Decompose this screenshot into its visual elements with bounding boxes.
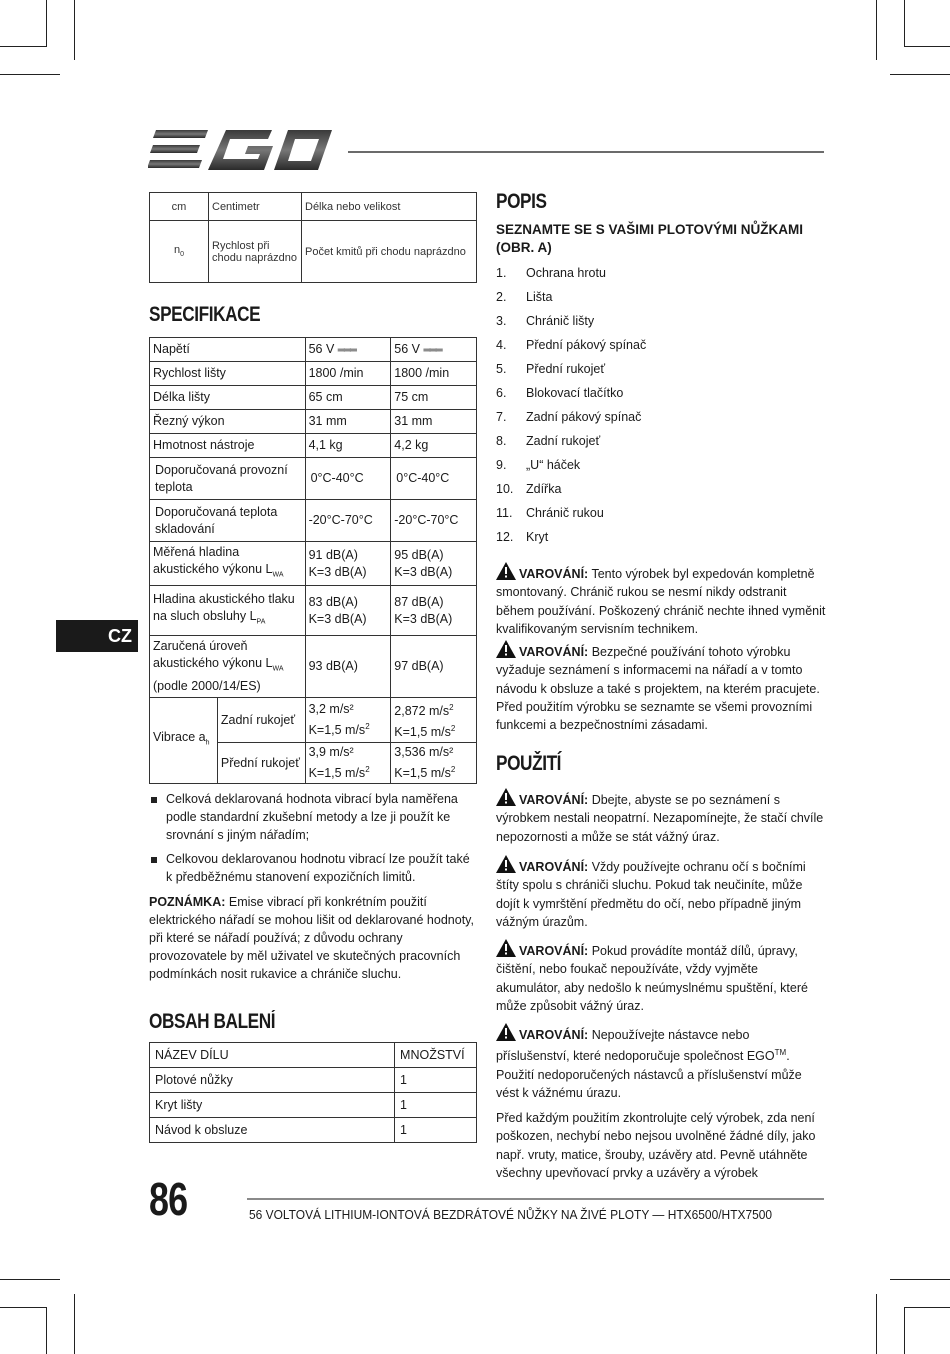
spec-value: 4,2 kg: [391, 434, 477, 458]
part-name: Kryt lišty: [150, 1093, 395, 1118]
spec-value: 65 cm: [305, 386, 391, 410]
warning-paragraph: VAROVÁNÍ: Bezpečné používání tohoto výrobku vyžaduje seznámení s informacemi na nářadí a v tomto návodu k obsluze a také s projektem, na kterém pracujete. Před použitím výrobku se seznamte se všemi provozními funkcemi a bezpečnostními zásadami.: [496, 640, 826, 734]
crop-mark: [0, 46, 47, 47]
spec-value: 3,2 m/s² K=1,5 $m/s^2$: [305, 698, 391, 743]
spec-value: 56 V ═══: [305, 338, 391, 362]
page-number: 86: [149, 1173, 188, 1225]
crop-mark: [904, 46, 950, 47]
list-item: 7. Zadní pákový spínač: [496, 410, 642, 424]
list-item: 5. Přední rukojeť: [496, 362, 606, 376]
crop-mark: [74, 0, 75, 60]
spec-label: Doporučovaná teplota skladování: [150, 500, 306, 542]
list-item: 12. Kryt: [496, 530, 549, 544]
list-item: Celkovou deklarovanou hodnotu vibrací lze použít také k předběžnému stanovení expozičních limitů.: [149, 850, 479, 886]
list-item: 4. Přední pákový spínač: [496, 338, 647, 352]
unit-name: Centimetr: [209, 193, 302, 221]
table-row: [150, 698, 477, 743]
table-row: [150, 586, 477, 636]
crop-mark: [74, 1294, 75, 1354]
warning-paragraph: VAROVÁNÍ: Dbejte, abyste se po seznámení s výrobkem nestali neopatrní. Nezapomínejte, že stačí chvíle nepozornosti a může se stát vážný úraz.: [496, 788, 826, 846]
spec-sublabel: Zadní rukojeť: [217, 698, 305, 743]
spec-value: -20°C-70°C: [391, 500, 477, 542]
spec-value: 87 dB(A) K=3 dB(A): [391, 586, 477, 636]
table-row: [150, 410, 477, 434]
part-qty: 1: [395, 1068, 477, 1093]
spec-value: 93 dB(A): [305, 636, 391, 698]
table-row: [150, 193, 477, 221]
section-heading-pouziti: POUŽITÍ: [496, 752, 562, 775]
section-heading-obsah-baleni: OBSAH BALENÍ: [149, 1010, 276, 1033]
crop-mark: [0, 1307, 47, 1308]
crop-mark: [904, 1307, 950, 1308]
part-qty: 1: [395, 1093, 477, 1118]
spec-value: 75 cm: [391, 386, 477, 410]
parts-list: [496, 263, 646, 551]
table-row: [150, 1093, 477, 1118]
warning-paragraph: VAROVÁNÍ: Pokud provádíte montáž dílů, úpravy, čištění, nebo foukač nepoužíváte, vždy vyjměte akumulátor, aby nedošlo k neúmyslnému spuštění, které může způsobit vážný úraz.: [496, 939, 826, 1015]
warning-paragraph: VAROVÁNÍ: Vždy používejte ochranu očí s bočními štíty spolu s chrániči sluchu. Pokud tak neučiníte, může dojít k vymrštění předmětu do očí, nebo případně jiným vážným úrazům.: [496, 855, 826, 931]
spec-value: 31 mm: [305, 410, 391, 434]
spec-value: 3,9 m/s² K=1,5 $m/s^2$: [305, 743, 391, 784]
spec-value: 0°C-40°C: [305, 458, 391, 500]
crop-mark: [46, 1307, 47, 1354]
crop-mark: [46, 0, 47, 47]
footer-rule: [247, 1198, 824, 1200]
warning-paragraph: VAROVÁNÍ: Nepoužívejte nástavce nebo příslušenství, které nedoporučuje společnost EGO™. Použití nedoporučených nástavců a příslušenství může vést k vážnému úrazu.: [496, 1023, 826, 1102]
list-item: 11. Chránič rukou: [496, 506, 604, 520]
warning-icon: [496, 939, 516, 957]
spec-label: Hladina akustického tlaku na sluch obsluhy $L_{PA}$: [150, 586, 306, 636]
table-row: [150, 542, 477, 586]
spec-value: 3,536 m/s² K=1,5 $m/s^2$: [391, 743, 477, 784]
spec-label: Rychlost lišty: [150, 362, 306, 386]
warning-icon: [496, 855, 516, 873]
table-row: [150, 386, 477, 410]
table-row: [150, 1068, 477, 1093]
warning-paragraph: VAROVÁNÍ: Tento výrobek byl expedován kompletně smontovaný. Chránič rukou se nesmí nikdy odstranit během používání. Poškozený chránič nechte ihned vyměnit kvalifikovaným servisním technikem.: [496, 562, 826, 638]
part-name: Plotové nůžky: [150, 1068, 395, 1093]
spec-table: [149, 337, 477, 784]
list-item: 1. Ochrana hrotu: [496, 266, 606, 280]
spec-value: 0°C-40°C: [391, 458, 477, 500]
unit-meaning: Počet kmitů při chodu naprázdno: [302, 221, 477, 283]
spec-value: 56 V ═══: [391, 338, 477, 362]
footer-title: 56 VOLTOVÁ LITHIUM-IONTOVÁ BEZDRÁTOVÉ NŮŽKY NA ŽIVÉ PLOTY — HTX6500/HTX7500: [249, 1207, 773, 1222]
section-heading-specifikace: SPECIFIKACE: [149, 303, 261, 326]
spec-value: 2,872 $m/s^2$ K=1,5 $m/s^2$: [391, 698, 477, 743]
table-row: [150, 1118, 477, 1143]
table-row: [150, 362, 477, 386]
spec-value: 1800 /min: [391, 362, 477, 386]
spec-sublabel: Přední rukojeť: [217, 743, 305, 784]
unit-name: Rychlost při chodu naprázdno: [209, 221, 302, 283]
spec-value: 1800 /min: [305, 362, 391, 386]
spec-label: Hmotnost nástroje: [150, 434, 306, 458]
dc-symbol-icon: ═══: [423, 344, 442, 356]
table-row: [150, 458, 477, 500]
spec-value: 91 dB(A) K=3 dB(A): [305, 542, 391, 586]
unit-meaning: Délka nebo velikost: [302, 193, 477, 221]
section-subheading: SEZNAMTE SE S VAŠIMI PLOTOVÝMI NŮŽKAMI (OBR. A): [496, 222, 804, 255]
unit-symbol: cm: [150, 193, 209, 221]
unit-symbol: $n_0$: [150, 221, 209, 283]
ego-logo: [148, 128, 334, 172]
language-tab: CZ: [56, 620, 138, 652]
spec-value: 83 dB(A) K=3 dB(A): [305, 586, 391, 636]
header-rule: [348, 151, 824, 153]
body-paragraph: Před každým použitím zkontrolujte celý výrobek, zda není poškozen, nechybí nebo nejsou uvolněné žádné díly, jako např. vruty, matice, šrouby, uzávěry atd. Pevně utáhněte všechny upevňovací prvky a uzávěry a výrobek: [496, 1111, 816, 1180]
list-item: Celková deklarovaná hodnota vibrací byla naměřena podle standardní zkušební metody a lze ji použít ke srovnání s jiným nářadím;: [149, 790, 479, 844]
warning-icon: [496, 640, 516, 658]
crop-mark: [890, 74, 950, 75]
spec-value: 97 dB(A): [391, 636, 477, 698]
note-paragraph: POZNÁMKA: Emise vibrací při konkrétním použití elektrického nářadí se mohou lišit od deklarované hodnoty, při které se nářadí používá; z důvodu ochrany provozovatele by měl uživatel ve skutečných pracovních podmínkách nosit rukavice a chrániče sluchu.: [149, 895, 474, 981]
spec-label: Řezný výkon: [150, 410, 306, 434]
table-row: [150, 434, 477, 458]
table-row: [150, 500, 477, 542]
part-qty: 1: [395, 1118, 477, 1143]
spec-label: Měřená hladina akustického výkonu $L_{WA}$: [150, 542, 306, 586]
warning-icon: [496, 562, 516, 580]
table-row: [150, 636, 477, 698]
crop-mark: [0, 1279, 60, 1280]
spec-value: 95 dB(A) K=3 dB(A): [391, 542, 477, 586]
list-item: 6. Blokovací tlačítko: [496, 386, 624, 400]
crop-mark: [904, 1307, 905, 1354]
list-item: 3. Chránič lišty: [496, 314, 595, 328]
spec-label: Délka lišty: [150, 386, 306, 410]
crop-mark: [876, 1294, 877, 1354]
column-header: NÁZEV DÍLU: [150, 1043, 395, 1068]
warning-icon: [496, 1023, 516, 1041]
units-table: [149, 192, 477, 283]
list-item: 10. Zdířka: [496, 482, 562, 496]
crop-mark: [890, 1279, 950, 1280]
table-header-row: [150, 1043, 477, 1068]
table-row: [150, 221, 477, 283]
list-item: 2. Lišta: [496, 290, 553, 304]
spec-value: 4,1 kg: [305, 434, 391, 458]
spec-value: -20°C-70°C: [305, 500, 391, 542]
crop-mark: [904, 0, 905, 47]
spec-value: 31 mm: [391, 410, 477, 434]
crop-mark: [0, 74, 60, 75]
list-item: 9. „U“ háček: [496, 458, 581, 472]
section-heading-popis: POPIS: [496, 190, 547, 213]
column-header: MNOŽSTVÍ: [395, 1043, 477, 1068]
spec-label: Doporučovaná provozní teplota: [150, 458, 306, 500]
package-table: [149, 1042, 477, 1143]
warning-icon: [496, 788, 516, 806]
part-name: Návod k obsluze: [150, 1118, 395, 1143]
spec-label: Vibrace $a_h$: [150, 698, 218, 784]
spec-label: Zaručená úroveň akustického výkonu $L_{WA}$ (podle 2000/14/ES): [150, 636, 306, 698]
dc-symbol-icon: ═══: [337, 344, 357, 356]
crop-mark: [876, 0, 877, 60]
list-item: 8. Zadní rukojeť: [496, 434, 601, 448]
table-row: [150, 338, 477, 362]
spec-label: Napětí: [150, 338, 306, 362]
vibration-notes: [149, 790, 479, 892]
